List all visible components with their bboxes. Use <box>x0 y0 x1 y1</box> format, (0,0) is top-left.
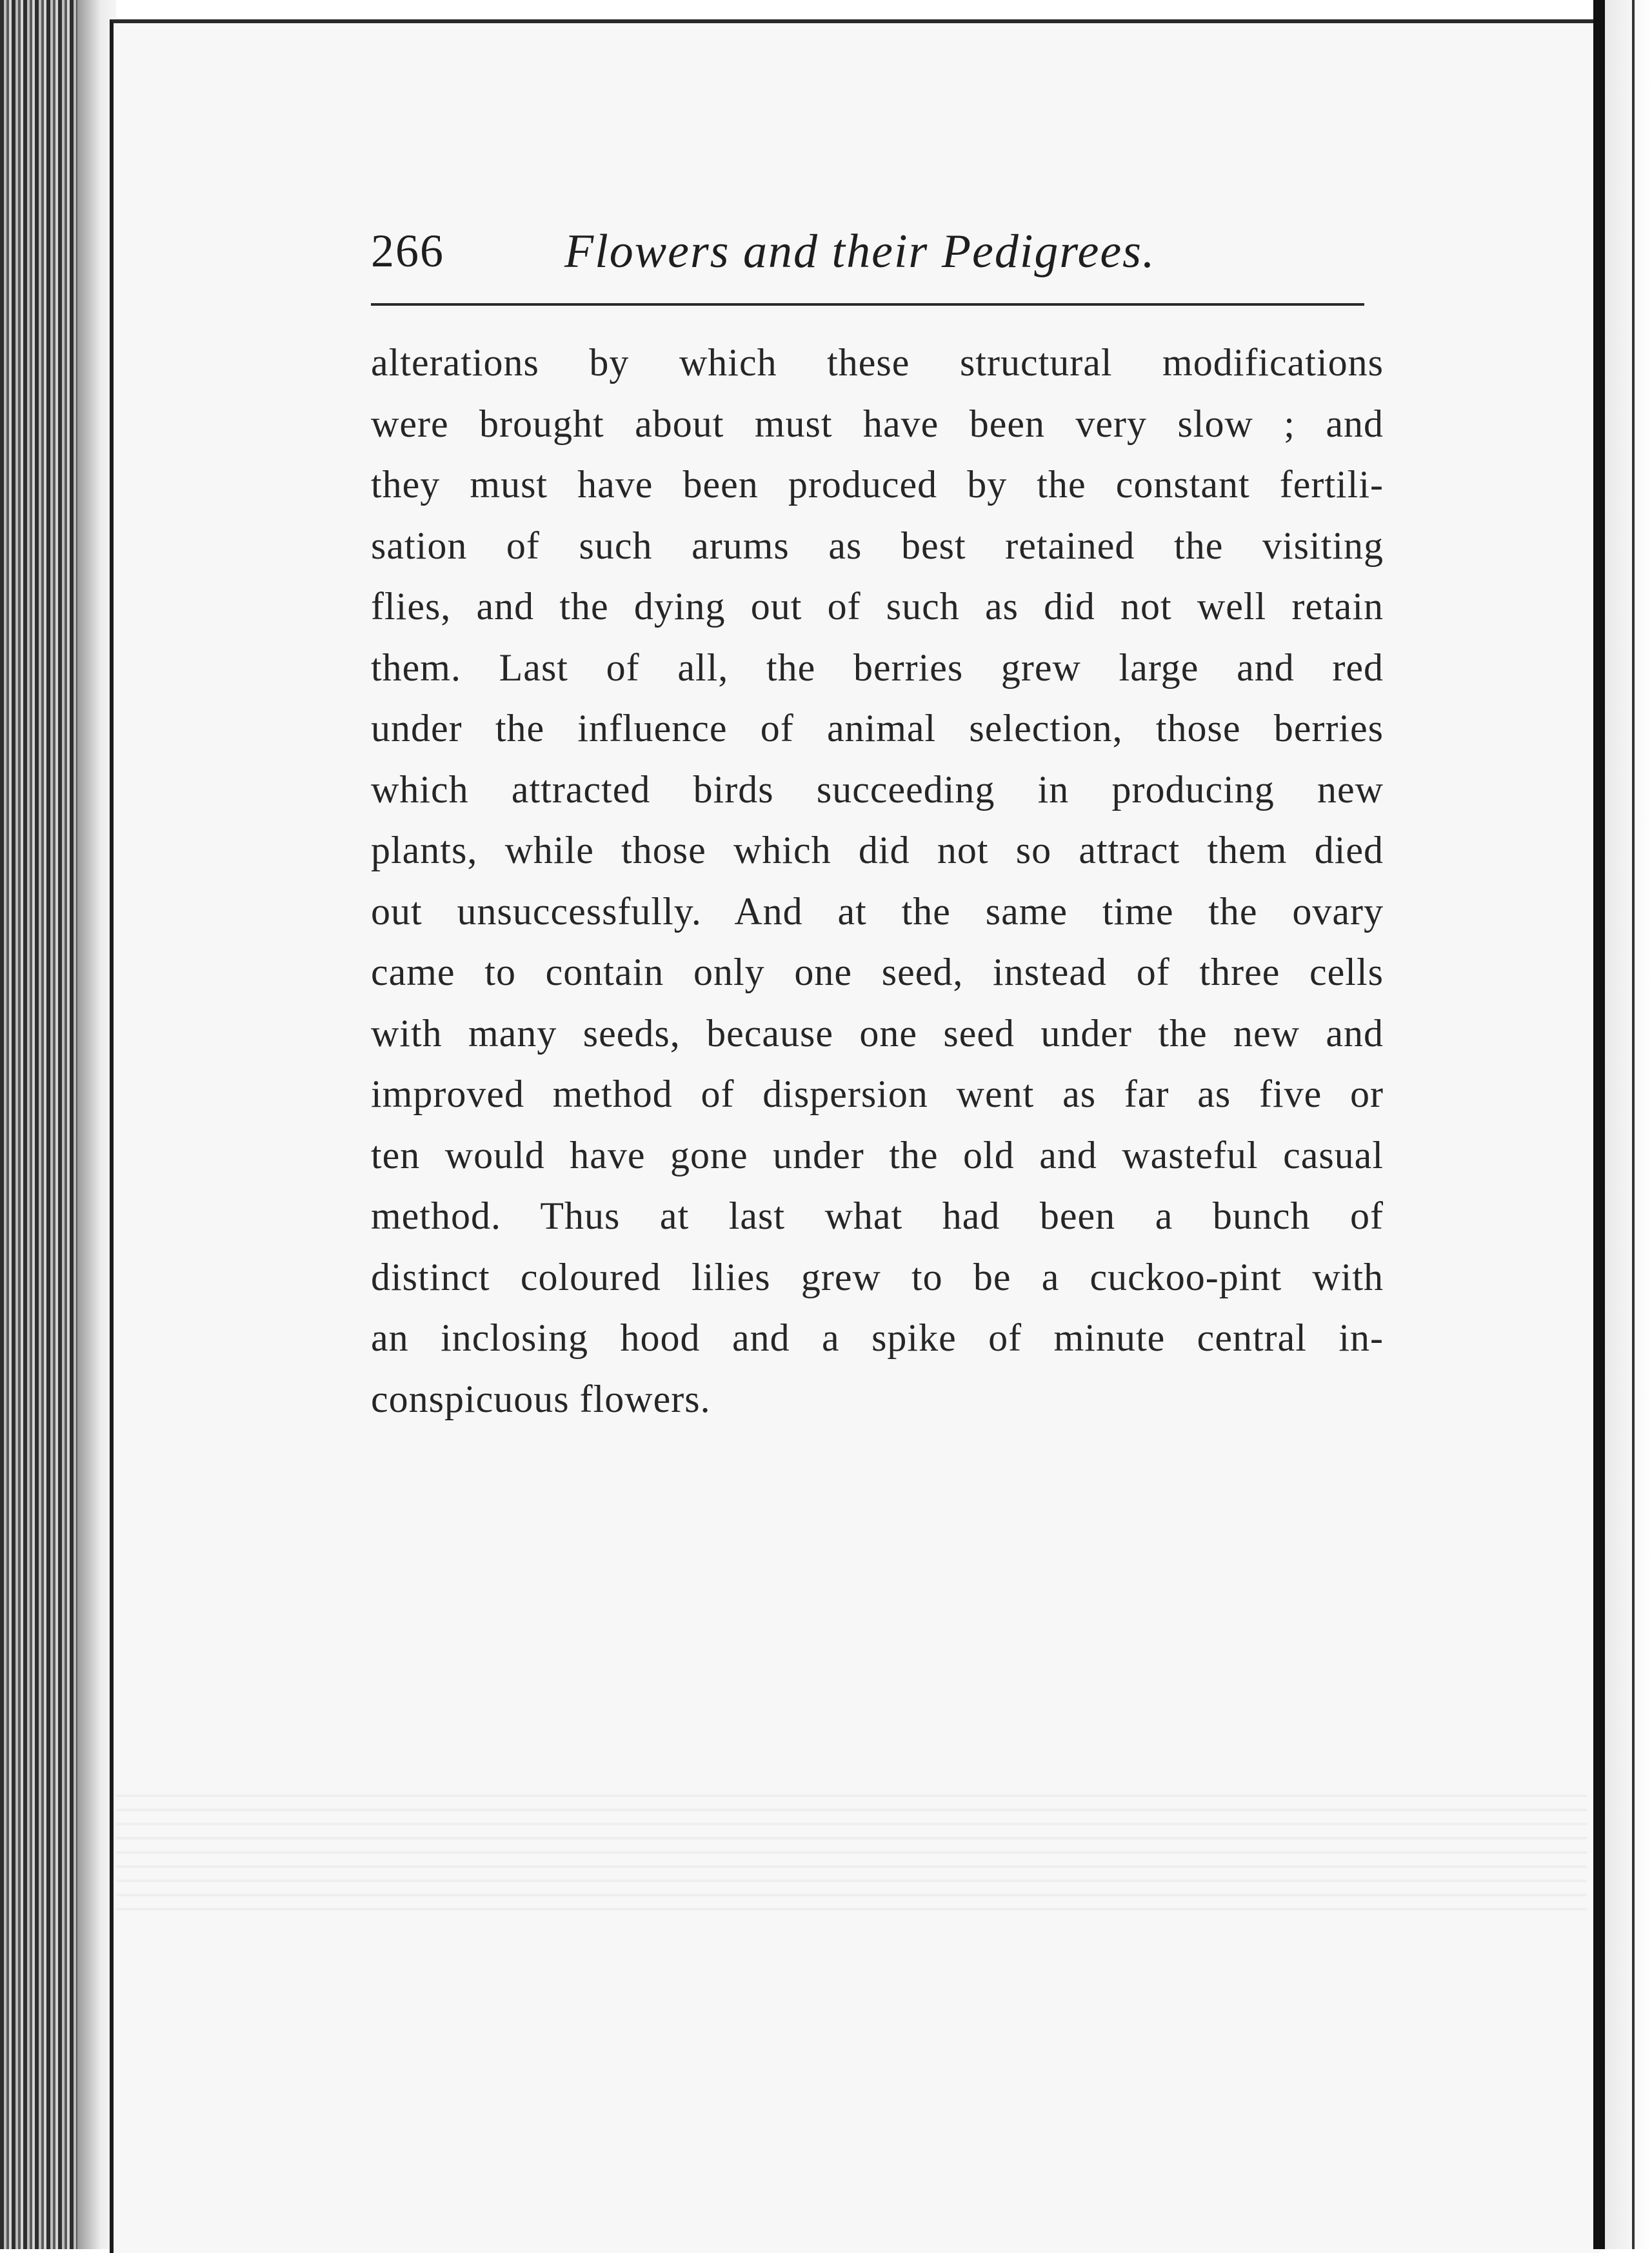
text-line: alterations by which these structural modifications <box>371 341 1384 384</box>
text-line: them. Last of all, the berries grew large and red <box>371 646 1384 689</box>
text-line: improved method of dispersion went as far as five or <box>371 1073 1384 1115</box>
text-line: were brought about must have been very slow ; and <box>371 402 1384 445</box>
text-line: method. Thus at last what had been a bunch of <box>371 1195 1384 1237</box>
page-right-edge <box>1593 0 1605 2249</box>
text-line: flies, and the dying out of such as did not well retain <box>371 585 1384 628</box>
text-line: distinct coloured lilies grew to be a cuckoo-pint with <box>371 1255 1384 1298</box>
scan-right-margin <box>1605 0 1652 2249</box>
text-line: they must have been produced by the constant fertili- <box>371 463 1384 506</box>
scan-noise <box>116 1793 1587 1922</box>
text-line: out unsuccessfully. And at the same time the ovary <box>371 889 1384 933</box>
running-title: Flowers and their Pedigrees. <box>564 225 1156 278</box>
scan-right-border <box>1632 0 1635 2249</box>
text-line: sation of such arums as best retained the visiting <box>371 524 1384 567</box>
text-line: plants, while those which did not so attract them died <box>371 829 1384 871</box>
text-line: which attracted birds succeeding in producing new <box>371 768 1384 811</box>
text-line: ten would have gone under the old and wasteful casual <box>371 1133 1384 1176</box>
body-paragraph <box>371 332 1384 1429</box>
text-line: under the influence of animal selection, those berries <box>371 707 1384 749</box>
page-number: 266 <box>371 225 444 277</box>
text-line-last: conspicuous flowers. <box>371 1377 711 1420</box>
text-line: with many seeds, because one seed under the new and <box>371 1011 1384 1055</box>
text-line: came to contain only one seed, instead of three cells <box>371 951 1384 993</box>
header-rule <box>371 303 1364 306</box>
text-line: an inclosing hood and a spike of minute central in- <box>371 1316 1384 1359</box>
running-header <box>371 224 1364 295</box>
